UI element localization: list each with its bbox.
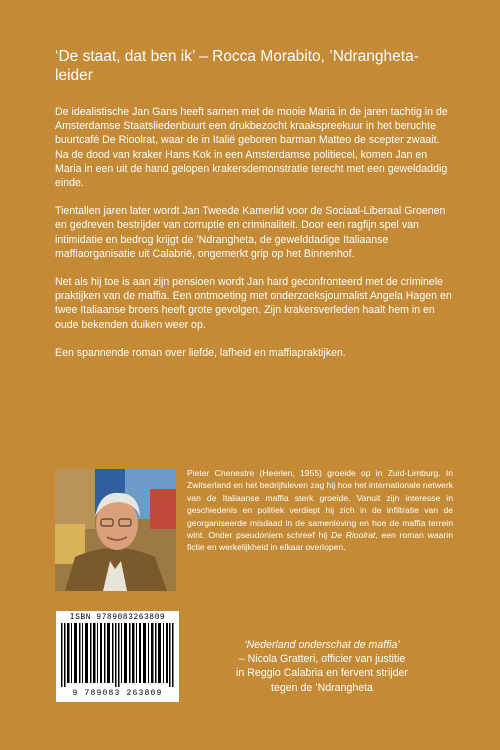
bio-text: Pieter Chenestre (Heerlen, 1955) groeide op in Zuid-Limburg. In Zwitserland en het bedrijfsleven zag hij hoe het internationale netwerk van de Italiaanse maffia sterk groeide. Vanuit zijn interesse in geschiedenis en politiek verdiept hij zich in de infiltratie van de georganiseerde misdaad in de samenleving en hoe de maffia terrein wint. Onder pseudoniem schreef hij: [187, 468, 453, 541]
author-photo: [55, 469, 176, 591]
quote-attribution-line: tegen de ’Ndrangheta: [271, 681, 373, 694]
book-blurb: [55, 105, 455, 374]
cover-headline-quote: ‘De staat, dat ben ik’ – Rocca Morabito, ’Ndrangheta-leider: [55, 48, 419, 84]
blurb-paragraph: Tientallen jaren later wordt Jan Tweede Kamerlid voor de Sociaal-Liberaal Groenen en gedreven bestrijder van corruptie en criminaliteit. Door een ragfijn spel van intimidatie en bedrog krijgt de ’Ndrangheta, de gewelddadige Italiaanse maffiaorganisatie uit Calabrië, ongemerkt grip op het Binnenhof.: [55, 205, 446, 260]
isbn-barcode: [56, 611, 179, 702]
bio-tail: , een roman waarin fictie en werkelijkheid in elkaar overlopen.: [187, 530, 453, 553]
endorsement-quote: [200, 638, 444, 695]
author-bio: [187, 467, 453, 554]
blurb-tagline: Een spannende roman over liefde, lafheid en maffiapraktijken.: [55, 346, 346, 359]
isbn-digits: 9 789083 263809: [72, 689, 163, 698]
quote-attribution-line: in Reggio Calabria en fervent strijder: [236, 667, 408, 680]
barcode-bars: [61, 623, 174, 687]
blurb-paragraph: De idealistische Jan Gans heeft samen met de mooie Maria in de jaren tachtig in de Amsterdamse Staatsliedenbuurt een drukbezocht kraakspreekuur in het beruchte buurtcafé De Rioolrat, waar de in Italië geboren barman Matteo de scepter zwaait. Na de dood van kraker Hans Kok in een Amsterdamse politiecel, komen Jan en Maria in een uit de hand gelopen krakersdemonstratie terecht met een geweldaddig einde.: [55, 106, 448, 190]
isbn-label: ISBN 9789083263809: [69, 613, 166, 622]
author-portrait-illustration: [55, 469, 176, 591]
bio-book-title: De Rioolrat: [330, 530, 376, 541]
quote-text: ‘Nederland onderschat de maffia’: [244, 639, 400, 651]
blurb-paragraph: Net als hij toe is aan zijn pensioen wordt Jan hard geconfronteerd met de criminele praktijken van de maffia. Een ontmoeting met onderzoeksjournalist Angela Hagen en twee Italiaanse broers heeft grote gevolgen. Zijn krakersverleden haalt hem in en oude bekenden duiken weer op.: [55, 276, 452, 331]
quote-attribution-line: – Nicola Gratteri, officier van justitie: [238, 653, 406, 666]
